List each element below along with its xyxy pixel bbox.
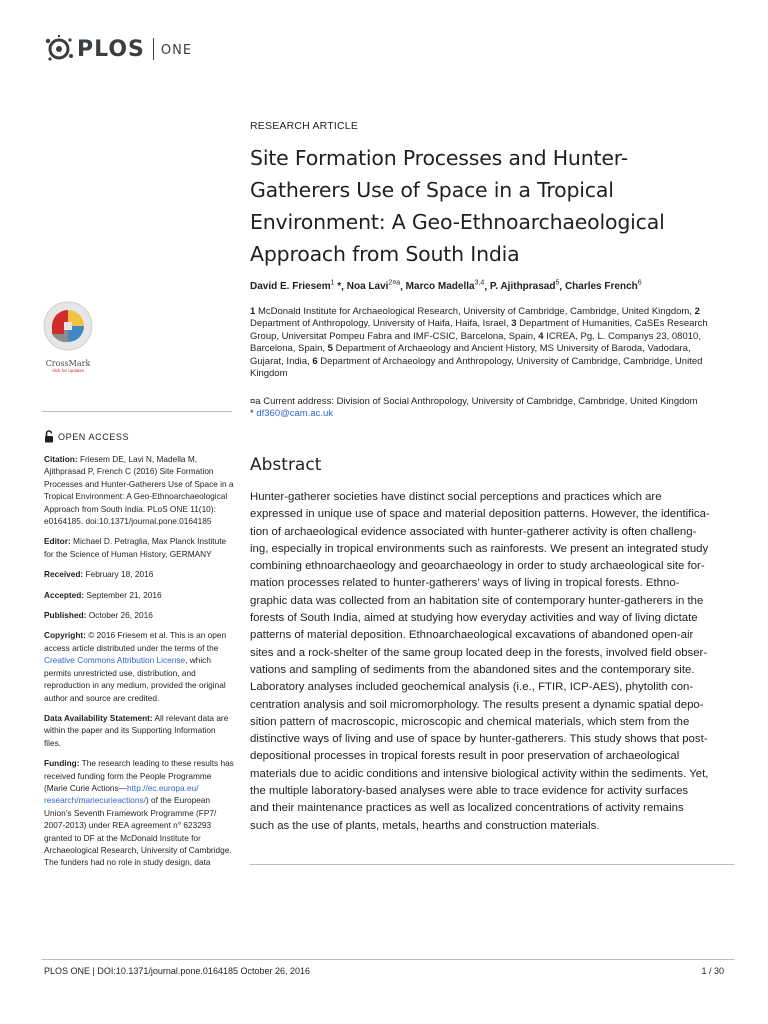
published-date: Published: October 26, 2016 xyxy=(44,610,153,621)
article-type: RESEARCH ARTICLE xyxy=(250,120,359,132)
funding: Funding: The research leading to these results has received funding form the People Programme (Marie Curie Actions—http://ec.europa.eu/ research/mariecurieactions/) of the European Union’s Seventh Framework Programme (FP7/ 2007-2013) under REA agreement n° 623293 granted to DF at the McDonald Institute for Archaeological Research, University of Cambridge. The funders had no role in study design, data xyxy=(44,758,234,868)
license-link[interactable]: Creative Commons Attribution License xyxy=(44,655,186,666)
plos-logo-icon xyxy=(44,34,74,64)
author[interactable]: P. Ajithprasad$^5$ xyxy=(489,280,560,293)
accepted-date: Accepted: September 21, 2016 xyxy=(44,589,162,600)
left-divider xyxy=(42,411,232,412)
abstract-body: Hunter-gatherer societies have distinct social perceptions and practices which are expressed in unique use of space and material deposition patterns. However, the identifica- tion of archaeological evidence associated with hunter-gatherer activity is often challeng- ing, especially in tropical environments such as rainforests. We present an integrated study combining ethnoarchaeology and geoarchaeology in order to study archaeological site for- mation processes related to hunter-gatherers’ ways of living in tropical forests. Ethno- graphic data was collected from an habitation site of contemporary hunter-gatherers in the forests of South India, aimed at studying how everyday activities and way of living dictate patterns of material deposition. Ethnoarchaeological excavations of abandoned open-air sites and a rock-shelter of the same group located deep in the forests, involved field obser- vations and sampling of sediments from the abandoned sites and the contemporary site. Laboratory analyses included geochemical analysis (i.e., FTIR, ICP-AES), phytolith con- centration analysis and soil micromorphology. The results present a dynamic spatial depo- sition pattern of macroscopic, microscopic and chemical materials, which stem from the distinctive ways of living and use of space by hunter-gatherers. This study shows that post- depositional processes in tropical forests result in poor preservation of archaeological materials due to acidic conditions and intensive biological activity within the sediments. Yet, the multiple laboratory-based analyses were able to trace evidence for activity surfaces and their maintenance practices as well as localized concentrations of activity remains such as the use of plants, metals, hearths and construction materials. xyxy=(250,491,710,832)
crossmark-sublabel: click for updates xyxy=(51,368,85,373)
copyright: Copyright: © 2016 Friesem et al. This is an open access article distributed under the terms of the Creative Commons Attribution License, which permits unrestricted use, distribution, and reproduction in any medium, provided the original author and source are credited. xyxy=(44,630,227,703)
funding-link-continued[interactable]: research/mariecurieactions/ xyxy=(44,795,146,806)
footer-citation: PLOS ONE | DOI:10.1371/journal.pone.0164185 October 26, 2016 xyxy=(44,966,311,976)
crossmark-badge[interactable] xyxy=(38,300,98,373)
article-title: Site Formation Processes and Hunter-Gatherers Use of Space in a Tropical Environment: A Geo-Ethnoarchaeological Approach from South India xyxy=(250,146,665,266)
editor: Editor: Michael D. Petraglia, Max Planck Institute for the Science of Human History, GERMANY xyxy=(44,536,227,559)
section-divider xyxy=(250,864,734,865)
author[interactable]: Noa Lavi$^{2¤a}$ xyxy=(346,280,401,293)
crossmark-icon xyxy=(42,300,94,352)
article-metadata xyxy=(44,453,236,877)
author[interactable]: David E. Friesem$^1$ * xyxy=(250,280,342,293)
crossmark-label: CrossMark xyxy=(45,359,91,368)
page-number: 1 / 30 xyxy=(701,966,724,976)
journal-name: ONE xyxy=(160,42,193,58)
corresponding-email-link[interactable]: df360@cam.ac.uk xyxy=(256,408,334,420)
citation: Citation: Friesem DE, Lavi N, Madella M, Ajithprasad P, French C (2016) Site Formation Processes and Hunter-Gatherers Use of Space in a Tropical Environment: A Geo-Ethnoarchaeological Approach from South India. PLoS ONE 11(10): e0164185. doi:10.1371/journal.pone.0164185 xyxy=(44,454,234,527)
author[interactable]: Charles French$^6$ xyxy=(564,280,642,293)
abstract-heading: Abstract xyxy=(250,455,322,475)
received-date: Received: February 18, 2016 xyxy=(44,569,154,580)
data-availability: Data Availability Statement: All relevant data are within the paper and its Supporting Information files. xyxy=(44,712,229,748)
brand-name: PLOS xyxy=(77,36,145,62)
affiliations: 1 McDonald Institute for Archaeological Research, University of Cambridge, Cambridge, United Kingdom, 2 Department of Anthropology, University of Haifa, Haifa, Israel, 3 Department of Humanities, CaSEs Research Group, Universitat Pompeu Fabra and IMF-CSIC, Barcelona, Spain, 4 ICREA, Pg. L. Companys 23, 08010, Barcelona, Spain, 5 Department of Archaeology and Ancient History, MS University of Baroda, Vadodara, Gujarat, India, 6 Department of Archaeology and Anthropology, University of Cambridge, Cambridge, United Kingdom xyxy=(250,306,708,380)
logo-divider xyxy=(153,38,154,60)
open-lock-icon xyxy=(44,430,54,443)
footer-divider xyxy=(42,959,734,960)
author-list: David E. Friesem$^1$ *, Noa Lavi$^{2¤a}$, Marco Madella$^{3,4}$, P. Ajithprasad$^5$, Charles French$^6$ xyxy=(250,280,642,293)
journal-logo[interactable] xyxy=(44,34,192,64)
open-access-badge: OPEN ACCESS xyxy=(44,430,129,443)
current-address: ¤a Current address: Division of Social Anthropology, University of Cambridge, Cambridge, United Kingdom * df360@cam.ac.uk xyxy=(250,396,698,420)
funding-link[interactable]: http://ec.europa.eu/ xyxy=(127,782,199,793)
author[interactable]: Marco Madella$^{3,4}$ xyxy=(405,280,485,293)
